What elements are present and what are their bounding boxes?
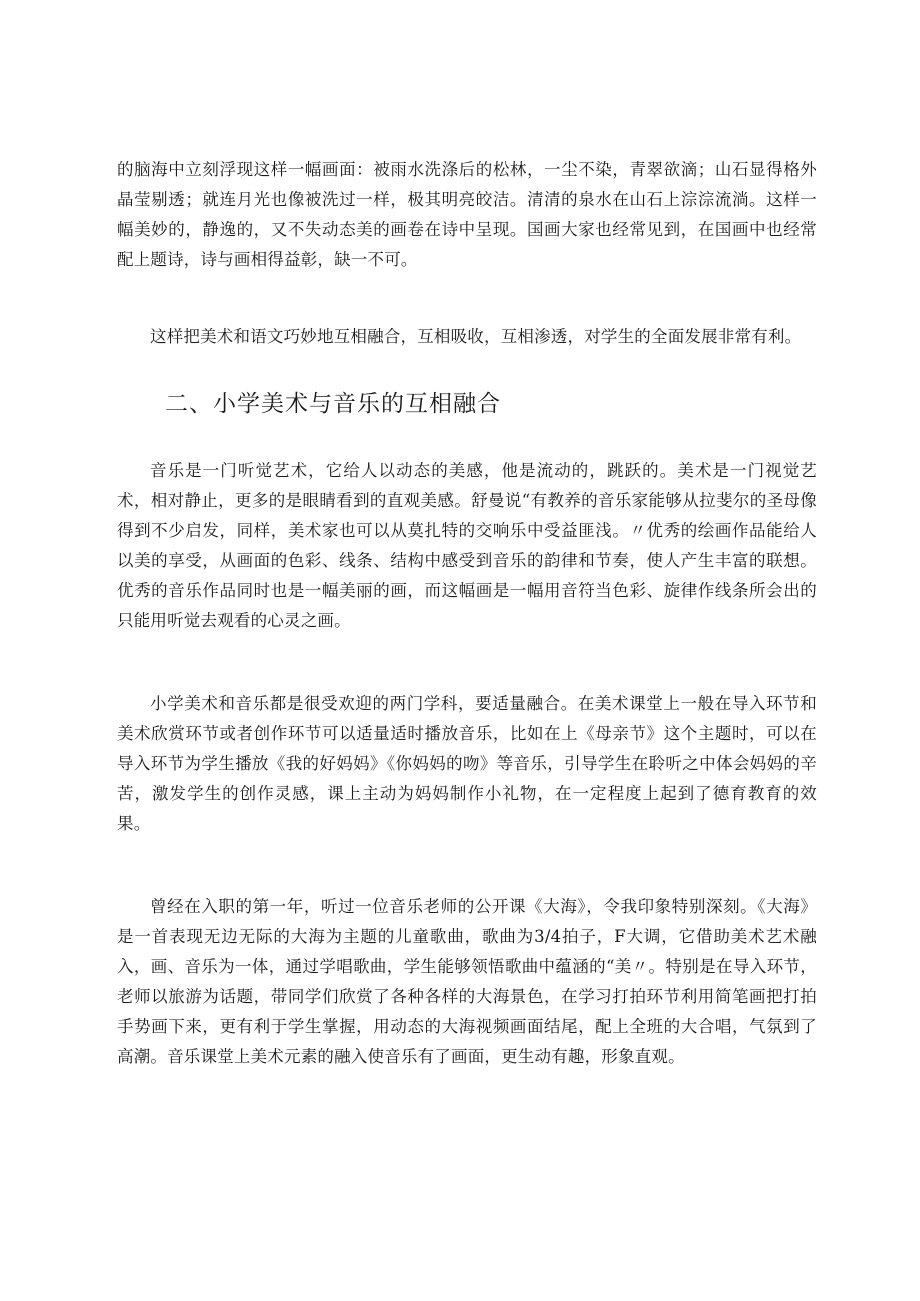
- paragraph-continuation: 的脑海中立刻浮现这样一幅画面：被雨水洗涤后的松林，一尘不染，青翠欲滴；山石显得格外晶莹剔透；就连月光也像被洗过一样，极其明亮皎洁。清清的泉水在山石上淙淙流淌。这样一幅美妙的，静逸的，又不失动态美的画卷在诗中呈现。国画大家也经常见到，在国画中也经常配上题诗，诗与画相得益彰，缺一不可。: [117, 160, 817, 269]
- paragraph-ocean-lesson: 曾经在入职的第一年，听过一位音乐老师的公开课《大海》，令我印象特别深刻。《大海》是一首表现无边无际的大海为主题的儿童歌曲，歌曲为3/4拍子，F大调，它借助美术艺术融入，画、音乐为一体，通过学唱歌曲，学生能够领悟歌曲中蕴涵的“美〃。特别是在导入环节，老师以旅游为话题，带同学们欣赏了各种各样的大海景色，在学习打拍环节利用简笔画把打拍手势画下来，更有利于学生掌握，用动态的大海视频画面结尾，配上全班的大合唱，气氛到了高潮。音乐课堂上美术元素的融入使音乐有了画面，更生动有趣，形象直观。: [117, 897, 817, 1066]
- paragraph-summary: 这样把美术和语文巧妙地互相融合，互相吸收，互相渗透，对学生的全面发展非常有利。: [150, 327, 802, 346]
- paragraph-music-art: 音乐是一门听觉艺术，它给人以动态的美感，他是流动的，跳跃的。美术是一门视觉艺术，相对静止，更多的是眼睛看到的直观美感。舒曼说“有教养的音乐家能够从拉斐尔的圣母像得到不少启发，同样，美术家也可以从莫扎特的交响乐中受益匪浅。〃优秀的绘画作品能给人以美的享受，从画面的色彩、线条、结构中感受到音乐的韵律和节奏，使人产生丰富的联想。优秀的音乐作品同时也是一幅美丽的画，而这幅画是一幅用音符当色彩、旋律作线条所会出的只能用听觉去观看的心灵之画。: [117, 461, 817, 630]
- paragraph-integration: 小学美术和音乐都是很受欢迎的两门学科，要适量融合。在美术课堂上一般在导入环节和美术欣赏环节或者创作环节可以适量适时播放音乐，比如在上《母亲节》这个主题时，可以在导入环节为学生播放《我的好妈妈》《你妈妈的吻》等音乐，引导学生在聆听之中体会妈妈的辛苦，激发学生的创作灵感，课上主动为妈妈制作小礼物，在一定程度上起到了德育教育的效果。: [117, 694, 817, 833]
- section-heading: 二、小学美术与音乐的互相融合: [165, 391, 501, 417]
